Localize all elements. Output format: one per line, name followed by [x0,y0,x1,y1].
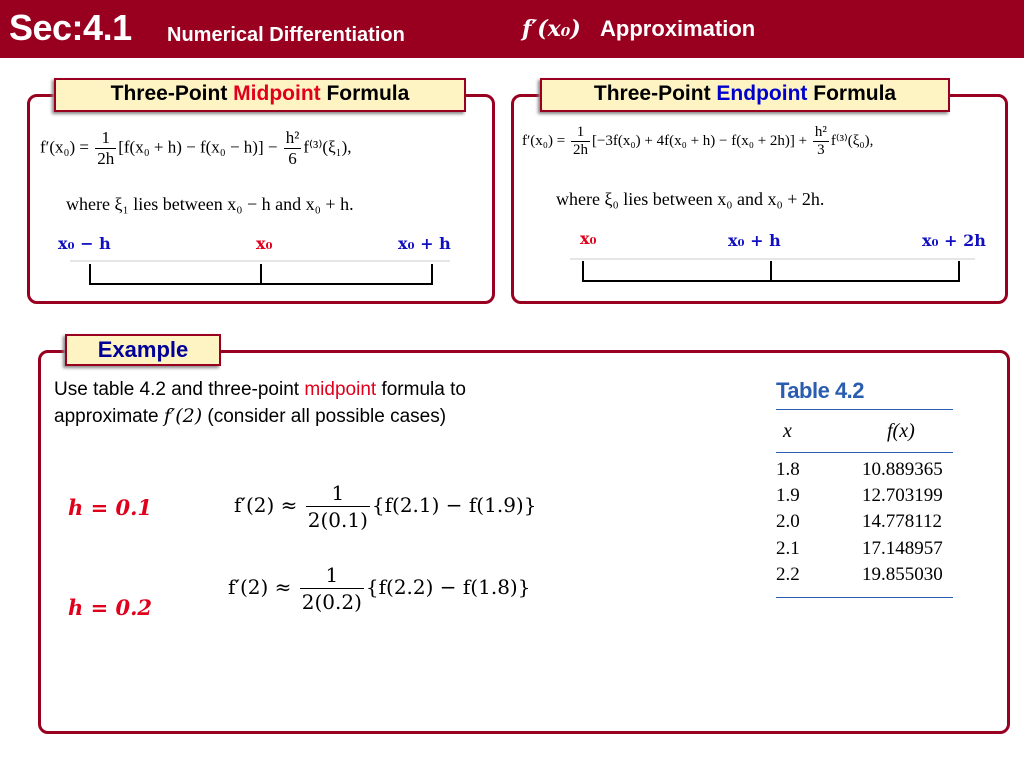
fraction-numerator: 1 [571,124,590,142]
endpoint-number-line [570,256,975,288]
midpoint-axis-label-center: x₀ [256,234,273,253]
fraction-numerator: 1 [95,128,116,149]
midpoint-title-suffix: Formula [320,82,410,105]
midpoint-formula-body: [f(x₀ + h) − f(x₀ − h)] − [118,137,282,157]
endpoint-formula-lhs: f′(x₀) = [522,132,569,149]
case-lhs: f′(2) ≈ [234,493,298,517]
table-cell-x: 2.0 [776,511,800,532]
table-cell-fx: 12.703199 [862,485,943,506]
midpoint-error-fraction [284,128,302,169]
endpoint-title-highlight: Endpoint [716,82,808,105]
table-cell-fx: 17.148957 [862,538,943,559]
problem-line-2 [54,403,466,430]
table-header-fx: f(x) [887,420,915,442]
endpoint-fraction [571,124,590,159]
case-numerator: 1 [300,562,364,589]
table-cell-x: 2.1 [776,538,800,559]
endpoint-where-clause: where ξ₀ lies between x₀ and x₀ + 2h. [556,189,825,209]
section-subject: Numerical Differentiation [167,24,405,46]
example-problem-statement [54,376,466,430]
table-cell-x: 1.8 [776,459,800,480]
table-cell-x: 1.9 [776,485,800,506]
table-top-rule [776,409,953,410]
header-formula: f′(x₀) [522,16,581,42]
endpoint-formula [522,124,873,159]
midpoint-axis-label-right: x₀ + h [398,234,451,253]
midpoint-formula-title [54,78,466,112]
endpoint-title-suffix: Formula [807,82,897,105]
midpoint-axis-label-left: x₀ − h [58,234,111,253]
table-header-rule [776,452,953,453]
midpoint-formula-tail: f⁽³⁾(ξ₁), [303,137,352,157]
case-2-h-label: h = 0.2 [68,595,153,620]
section-number: Sec:4.1 [9,7,132,48]
example-tab: Example [65,334,221,366]
midpoint-title-prefix: Three-Point [110,82,234,105]
problem-text: Use table 4.2 and three-point [54,379,305,400]
table-cell-fx: 19.855030 [862,564,943,585]
case-lhs: f′(2) ≈ [228,575,292,599]
case-rhs: {f(2.1) − f(1.9)} [371,493,537,517]
fraction-denominator: 2h [97,149,115,168]
header-approximation: Approximation [600,16,756,41]
title-bar [0,0,1024,58]
case-denominator: 2(0.2) [301,590,362,614]
endpoint-formula-title [540,78,950,112]
case-1-formula [234,480,536,533]
problem-text: approximate [54,406,164,427]
problem-formula: f′(2) [163,405,203,427]
problem-text-end: (consider all possible cases) [202,406,447,427]
endpoint-axis-label-center: x₀ + h [728,231,781,250]
problem-highlight: midpoint [304,379,377,400]
case-numerator: 1 [306,480,370,507]
table-cell-x: 2.2 [776,564,800,585]
fraction-denominator: 2h [572,142,588,158]
case-fraction [306,480,370,533]
endpoint-axis-label-left: x₀ [580,229,597,248]
table-header-x: x [783,420,792,442]
endpoint-title-prefix: Three-Point [593,82,717,105]
endpoint-formula-tail: f⁽³⁾(ξ₀), [830,132,874,149]
error-denominator: 3 [817,142,825,158]
error-denominator: 6 [288,149,297,168]
case-denominator: 2(0.1) [307,508,368,532]
table-cell-fx: 10.889365 [862,459,943,480]
midpoint-number-line [70,258,450,290]
case-fraction [300,562,364,615]
error-numerator: h² [814,124,827,140]
midpoint-fraction [95,128,116,169]
endpoint-axis-label-right: x₀ + 2h [922,231,986,250]
problem-text-end: formula to [376,379,466,400]
endpoint-formula-body: [−3f(x₀) + 4f(x₀ + h) − f(x₀ + 2h)] + [591,132,811,149]
endpoint-error-fraction [813,124,829,159]
table-cell-fx: 14.778112 [862,511,943,532]
case-rhs: {f(2.2) − f(1.8)} [365,575,531,599]
case-2-formula [228,562,530,615]
case-1-h-label: h = 0.1 [68,495,153,520]
midpoint-where-clause: where ξ₁ lies between x₀ − h and x₀ + h. [66,194,354,214]
midpoint-formula-lhs: f′(x₀) = [40,137,94,157]
table-title: Table 4.2 [776,378,865,403]
midpoint-formula [40,128,352,169]
error-numerator: h² [285,128,300,147]
table-bottom-rule [776,597,953,598]
problem-line-1 [54,376,466,403]
midpoint-title-highlight: Midpoint [233,82,321,105]
